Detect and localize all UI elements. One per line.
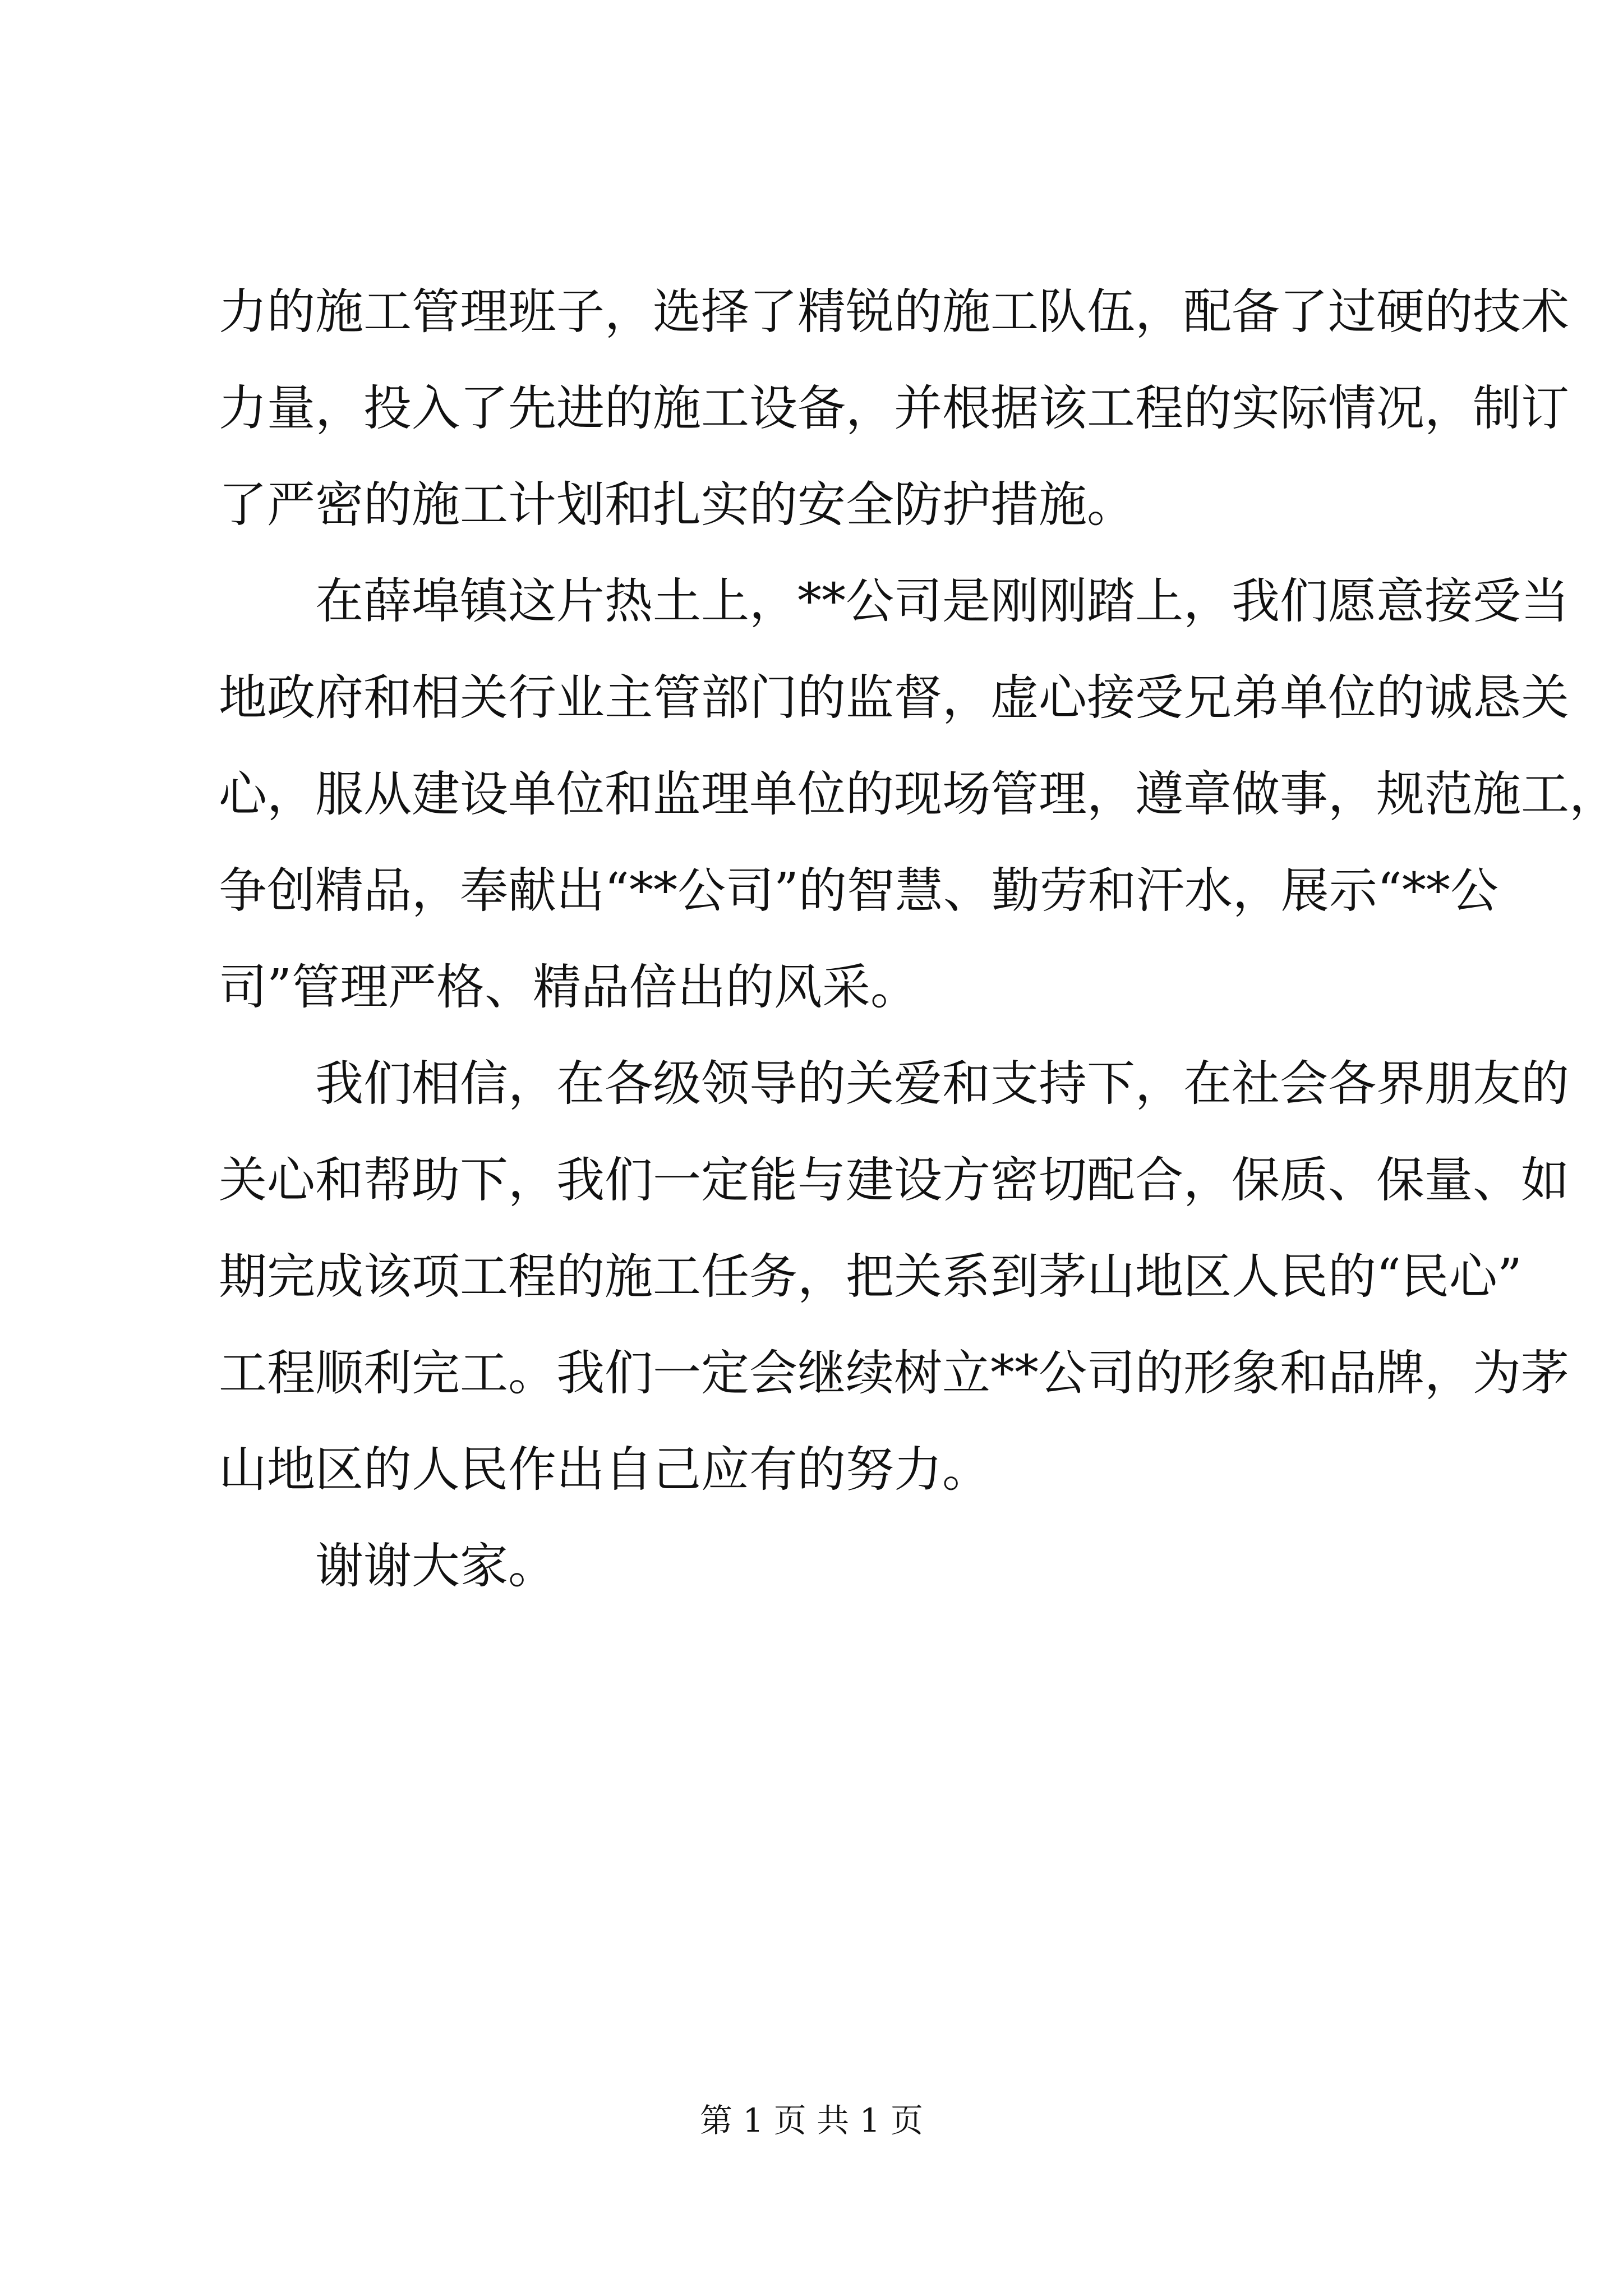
paragraph-2-line-1: 在薛埠镇这片热土上，**公司是刚刚踏上，我们愿意接受当 bbox=[315, 573, 1569, 629]
paragraph-3-line-4: 工程顺利完工。我们一定会继续树立**公司的形象和品牌，为茅 bbox=[219, 1345, 1569, 1401]
paragraph-2-line-4: 争创精品，奉献出“**公司”的智慧、勤劳和汗水，展示“**公 bbox=[219, 863, 1498, 919]
paragraph-1-line-3: 了严密的施工计划和扎实的安全防护措施。 bbox=[219, 477, 1135, 533]
paragraph-2-line-2: 地政府和相关行业主管部门的监督，虚心接受兄弟单位的诚恳关 bbox=[219, 670, 1569, 726]
paragraph-1-line-2: 力量，投入了先进的施工设备，并根据该工程的实际情况，制订 bbox=[219, 380, 1569, 436]
paragraph-1-line-1: 力的施工管理班子，选择了精锐的施工队伍，配备了过硬的技术 bbox=[219, 284, 1569, 340]
paragraph-3-line-3: 期完成该项工程的施工任务，把关系到茅山地区人民的“民心” bbox=[219, 1249, 1522, 1305]
paragraph-3-line-5: 山地区的人民作出自己应有的努力。 bbox=[219, 1442, 990, 1498]
page-footer bbox=[0, 2098, 1623, 2143]
paragraph-3-line-1: 我们相信，在各级领导的关爱和支持下，在社会各界朋友的 bbox=[315, 1056, 1569, 1112]
paragraph-4-line-1: 谢谢大家。 bbox=[315, 1538, 556, 1594]
paragraph-3-line-2: 关心和帮助下，我们一定能与建设方密切配合，保质、保量、如 bbox=[219, 1152, 1569, 1208]
page-number-label: 第 1 页 共 1 页 bbox=[700, 2101, 923, 2139]
paragraph-2-line-5: 司”管理严格、精品倍出的风采。 bbox=[219, 959, 919, 1015]
document-body bbox=[219, 264, 1617, 1614]
paragraph-2-line-3: 心，服从建设单位和监理单位的现场管理，遵章做事，规范施工， bbox=[219, 766, 1617, 822]
